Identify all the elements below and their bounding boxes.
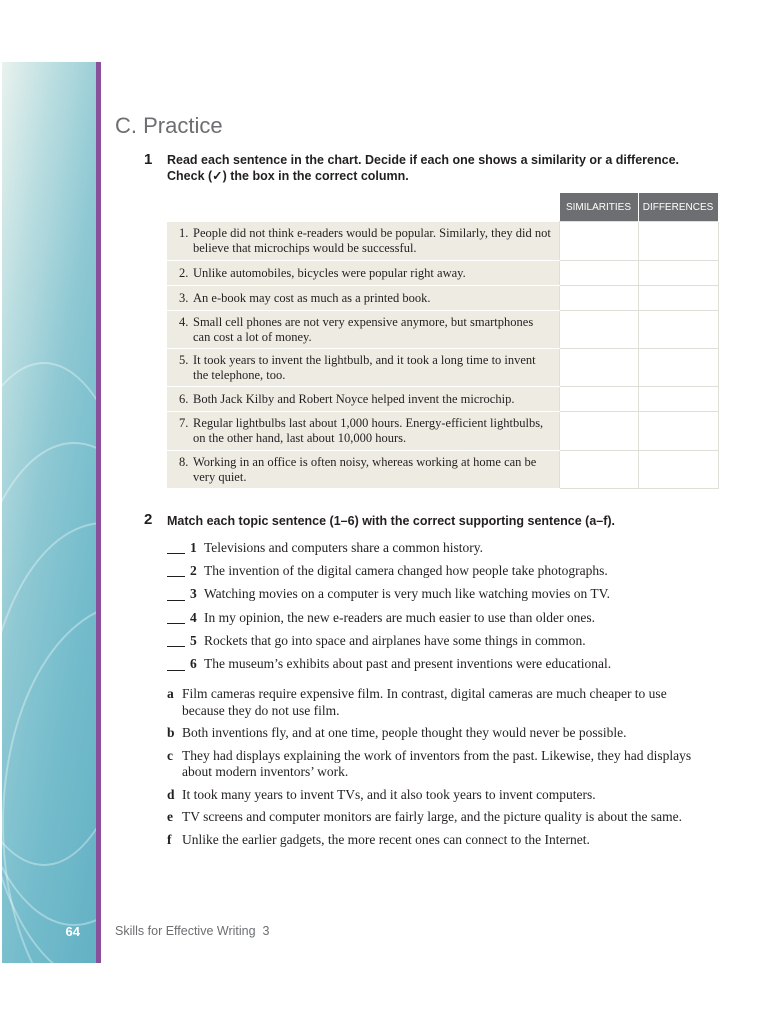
table-row: 8. Working in an office is often noisy, whereas working at home can be very quiet. bbox=[167, 451, 718, 489]
answer-blank[interactable] bbox=[167, 611, 185, 624]
list-item: b Both inventions fly, and at one time, people thought they would never be possible. bbox=[167, 725, 627, 740]
chart-sentence: An e-book may cost as much as a printed book. bbox=[193, 290, 431, 305]
sidebar-divider bbox=[96, 62, 101, 963]
page-number: 64 bbox=[65, 924, 80, 939]
list-item: 3 Watching movies on a computer is very much like watching movies on TV. bbox=[167, 583, 611, 606]
list-item: 5 Rockets that go into space and airplanes have some things in common. bbox=[167, 629, 611, 652]
list-item: 1 Televisions and computers share a common history. bbox=[167, 536, 611, 559]
exercise-1-number: 1 bbox=[144, 151, 153, 168]
list-item: 6 The museum’s exhibits about past and present inventions were educational. bbox=[167, 652, 611, 675]
list-item: d It took many years to invent TVs, and it also took years to invent computers. bbox=[167, 786, 596, 802]
list-item: a Film cameras require expensive film. In contrast, digital cameras are much cheaper to use because they do not use film. bbox=[167, 686, 667, 718]
similarity-checkbox[interactable] bbox=[560, 387, 639, 412]
column-header-similarities: SIMILARITIES bbox=[560, 193, 639, 222]
similarity-checkbox[interactable] bbox=[560, 412, 639, 451]
list-item: 2 The invention of the digital camera changed how people take photographs. bbox=[167, 559, 611, 582]
difference-checkbox[interactable] bbox=[638, 451, 718, 489]
table-row: 6. Both Jack Kilby and Robert Noyce helped invent the microchip. bbox=[167, 387, 718, 412]
exercise-1-instruction: Read each sentence in the chart. Decide if each one shows a similarity or a difference. Check (✓) the box in the correct column. bbox=[167, 153, 679, 183]
section-title: C. Practice bbox=[115, 113, 223, 138]
decorative-sidebar-image bbox=[2, 62, 96, 963]
column-header-differences: DIFFERENCES bbox=[638, 193, 718, 222]
table-row: 3. An e-book may cost as much as a printed book. bbox=[167, 286, 718, 311]
similarity-checkbox[interactable] bbox=[560, 349, 639, 387]
answer-blank[interactable] bbox=[167, 658, 185, 671]
table-row: 7. Regular lightbulbs last about 1,000 hours. Energy-efficient lightbulbs, on the other hand, last about 10,000 hours. bbox=[167, 412, 718, 451]
similarity-checkbox[interactable] bbox=[560, 261, 639, 286]
answer-blank[interactable] bbox=[167, 588, 185, 601]
difference-checkbox[interactable] bbox=[638, 311, 718, 349]
table-row: 5. It took years to invent the lightbulb, and it took a long time to invent the telephone, too. bbox=[167, 349, 718, 387]
chart-sentence: Both Jack Kilby and Robert Noyce helped invent the microchip. bbox=[193, 391, 515, 406]
list-item: c They had displays explaining the work of inventors from the past. Likewise, they had displays about modern inventors’ work. bbox=[167, 747, 692, 779]
table-row: 1. People did not think e-readers would be popular. Similarly, they did not believe that microchips would be successful. bbox=[167, 222, 718, 261]
difference-checkbox[interactable] bbox=[638, 387, 718, 412]
difference-checkbox[interactable] bbox=[638, 261, 718, 286]
difference-checkbox[interactable] bbox=[638, 286, 718, 311]
exercise-2-number: 2 bbox=[144, 511, 153, 528]
table-row: 4. Small cell phones are not very expensive anymore, but smartphones can cost a lot of money. bbox=[167, 311, 718, 349]
chart-sentence: People did not think e-readers would be popular. Similarly, they did not believe that microchips would be successful. bbox=[193, 225, 551, 255]
similarity-checkbox[interactable] bbox=[560, 286, 639, 311]
answer-blank[interactable] bbox=[167, 634, 185, 647]
chart-sentence: Small cell phones are not very expensive anymore, but smartphones can cost a lot of money. bbox=[193, 314, 534, 344]
book-title: Skills for Effective Writing 3 bbox=[115, 924, 270, 938]
similarity-checkbox[interactable] bbox=[560, 311, 639, 349]
difference-checkbox[interactable] bbox=[638, 412, 718, 451]
chart-sentence: Unlike automobiles, bicycles were popular right away. bbox=[193, 265, 466, 280]
list-item: 4 In my opinion, the new e-readers are much easier to use than older ones. bbox=[167, 606, 611, 629]
chart-sentence: Regular lightbulbs last about 1,000 hours. Energy-efficient lightbulbs, on the other hand, last about 10,000 hours. bbox=[193, 416, 544, 445]
exercise-2-instruction: Match each topic sentence (1–6) with the correct supporting sentence (a–f). bbox=[167, 514, 616, 528]
list-item: e TV screens and computer monitors are fairly large, and the picture quality is about the same. bbox=[167, 809, 682, 824]
topic-sentence-list bbox=[167, 536, 611, 676]
answer-blank[interactable] bbox=[167, 564, 185, 577]
chart-sentence: It took years to invent the lightbulb, and it took a long time to invent the telephone, too. bbox=[193, 352, 536, 382]
similarity-checkbox[interactable] bbox=[560, 451, 639, 489]
difference-checkbox[interactable] bbox=[638, 222, 718, 261]
list-item: f Unlike the earlier gadgets, the more recent ones can connect to the Internet. bbox=[167, 831, 590, 847]
table-row: 2. Unlike automobiles, bicycles were popular right away. bbox=[167, 261, 718, 286]
similarity-difference-chart bbox=[167, 193, 719, 489]
supporting-sentence-list bbox=[167, 686, 697, 848]
difference-checkbox[interactable] bbox=[638, 349, 718, 387]
similarity-checkbox[interactable] bbox=[560, 222, 639, 261]
chart-sentence: Working in an office is often noisy, whereas working at home can be very quiet. bbox=[193, 454, 537, 484]
answer-blank[interactable] bbox=[167, 541, 185, 554]
